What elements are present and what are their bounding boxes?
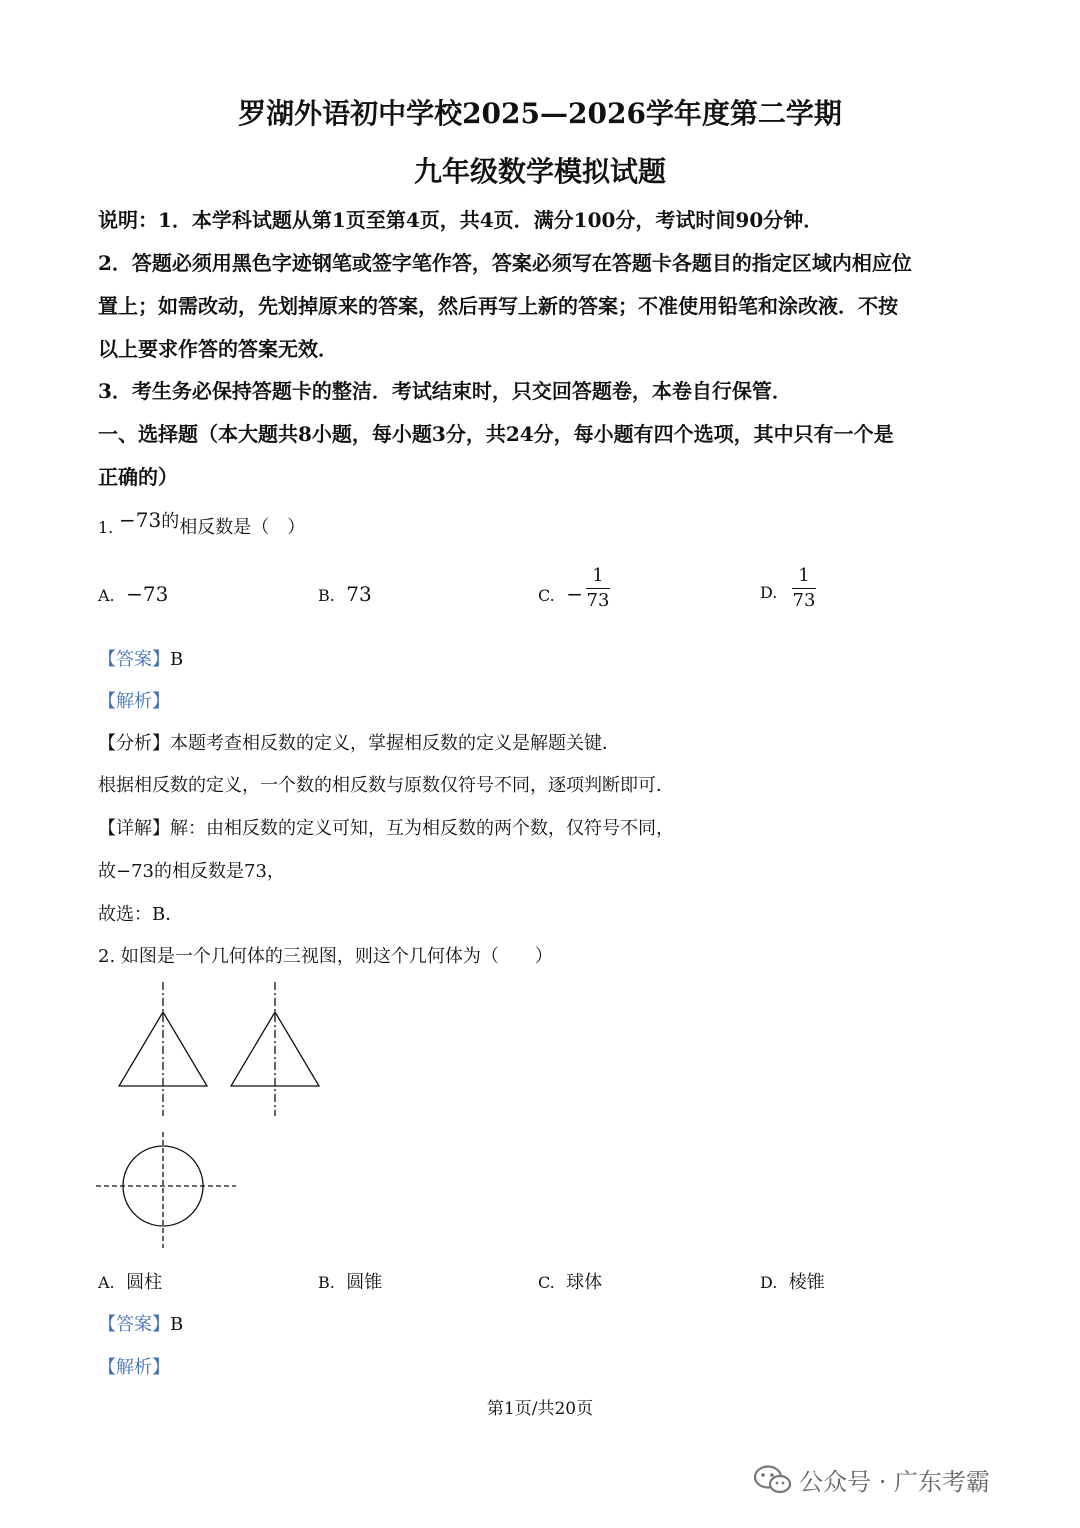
q2-option-d-label: D. bbox=[760, 1273, 778, 1292]
q1-option-c-sign: − bbox=[566, 582, 583, 606]
title-line1: 罗湖外语初中学校2025—2026学年度第二学期 bbox=[238, 97, 842, 130]
section-header-cont: 正确的） bbox=[98, 465, 178, 489]
q1-rest: 相反数是（ ） bbox=[179, 517, 306, 538]
q2-analysis-tag: 【解析】 bbox=[98, 1357, 170, 1378]
answer-tag: 【答案】 bbox=[98, 649, 170, 670]
q1-option-a-label: A. bbox=[98, 586, 115, 605]
q1-option-b-text: 73 bbox=[346, 582, 372, 606]
q1-option-c-denominator: 73 bbox=[586, 590, 610, 611]
q2-option-a[interactable] bbox=[98, 1268, 162, 1294]
instruction-2: 2．答题必须用黑色字迹钢笔或签字笔作答，答案必须写在答题卡各题目的指定区域内相应位 bbox=[98, 251, 912, 275]
q2-option-a-label: A. bbox=[98, 1273, 115, 1292]
wechat-icon bbox=[752, 1463, 794, 1497]
q2-option-d-text: 棱锥 bbox=[788, 1272, 825, 1293]
q2-option-b[interactable] bbox=[318, 1268, 382, 1294]
q1-option-b-label: B. bbox=[318, 586, 335, 605]
instruction-2-cont: 置上；如需改动，先划掉原来的答案，然后再写上新的答案；不准使用铅笔和涂改液．不按 bbox=[98, 294, 898, 318]
q1-number: 1. bbox=[98, 518, 114, 537]
watermark-text: 公众号 · 广东考霸 bbox=[799, 1468, 990, 1496]
answer-tag: 【答案】 bbox=[98, 1314, 170, 1335]
q1-answer-value: B bbox=[170, 649, 184, 670]
q1-analysis-line2: 根据相反数的定义，一个数的相反数与原数仅符号不同，逐项判断即可． bbox=[98, 775, 674, 796]
q2-option-a-text: 圆柱 bbox=[126, 1272, 163, 1293]
title-line2: 九年级数学模拟试题 bbox=[413, 155, 666, 188]
q1-option-c-label: C. bbox=[538, 586, 555, 605]
q1-value: −73 bbox=[119, 508, 162, 532]
instruction-2-end: 以上要求作答的答案无效． bbox=[98, 337, 338, 361]
instruction-1: 说明：1．本学科试题从第1页至第4页，共4页．满分100分，考试时间90分钟． bbox=[98, 208, 824, 232]
q1-detail-line2: 故−73的相反数是73， bbox=[98, 861, 285, 882]
q2-option-b-label: B. bbox=[318, 1273, 335, 1292]
q2-answer-value: B bbox=[170, 1314, 184, 1335]
q2-answer bbox=[98, 1310, 183, 1336]
q1-option-d-numerator: 1 bbox=[798, 565, 810, 586]
q1-detail-line1: 【详解】解：由相反数的定义可知，互为相反数的两个数，仅符号不同， bbox=[98, 818, 674, 839]
q2-option-b-text: 圆锥 bbox=[346, 1272, 383, 1293]
q2-option-d[interactable] bbox=[760, 1268, 825, 1294]
q1-option-a-text: −73 bbox=[126, 582, 169, 606]
q1-de: 的 bbox=[161, 511, 180, 532]
q2-question: 2. 如图是一个几何体的三视图，则这个几何体为（ ） bbox=[98, 946, 553, 967]
q1-option-d-label: D. bbox=[760, 583, 778, 602]
q1-detail-line3: 故选：B． bbox=[98, 904, 184, 925]
q2-option-c-label: C. bbox=[538, 1273, 555, 1292]
q1-analysis-tag: 【解析】 bbox=[98, 691, 170, 712]
q1-option-d-denominator: 73 bbox=[792, 590, 816, 611]
page-footer: 第1页/共20页 bbox=[486, 1399, 594, 1419]
section-header: 一、选择题（本大题共8小题，每小题3分，共24分，每小题有四个选项，其中只有一个是 bbox=[98, 422, 894, 446]
q1-option-c-numerator: 1 bbox=[592, 565, 604, 586]
q1-analysis-line1: 【分析】本题考查相反数的定义，掌握相反数的定义是解题关键． bbox=[98, 733, 620, 754]
instruction-3: 3．考生务必保持答题卡的整洁．考试结束时，只交回答题卷，本卷自行保管． bbox=[98, 379, 792, 403]
q2-option-c-text: 球体 bbox=[566, 1272, 603, 1293]
watermark bbox=[752, 1462, 990, 1497]
q2-option-c[interactable] bbox=[538, 1268, 602, 1294]
